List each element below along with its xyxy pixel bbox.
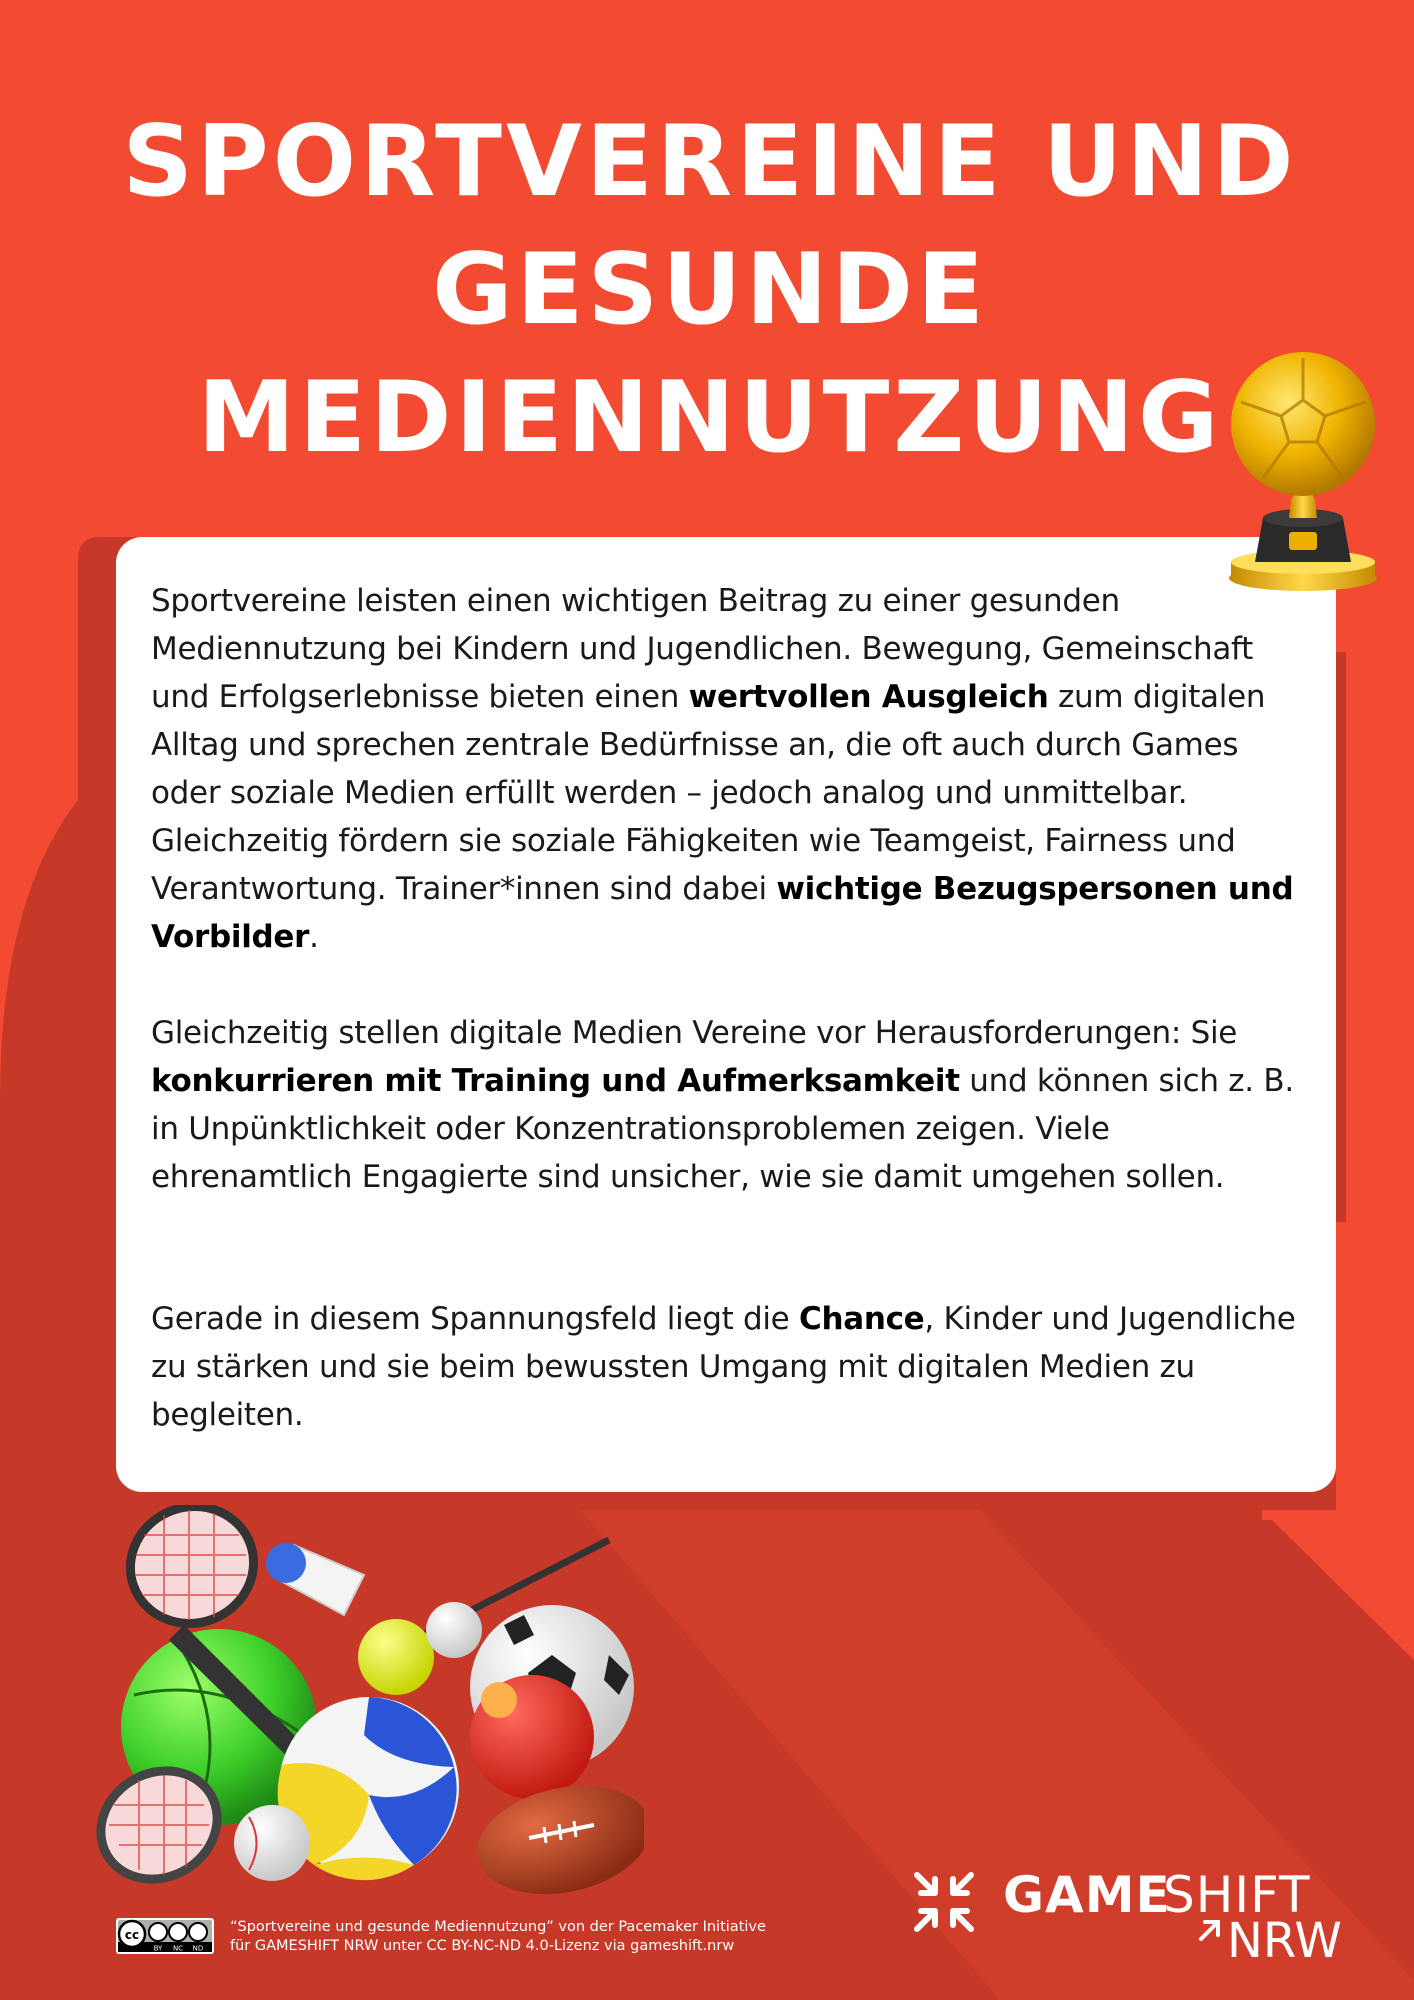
cc-badge-nc: NC (172, 1944, 184, 1953)
license-notice (116, 1918, 766, 1956)
cc-badge-nd: ND (192, 1944, 204, 1953)
page-title: SPORTVEREINE UND GESUNDE MEDIENNUTZUNG (122, 105, 1298, 475)
gameshift-logo-mark (905, 1863, 983, 1941)
license-line-2: für GAMESHIFT NRW unter CC BY-NC-ND 4.0-Lizenz via gameshift.nrw (230, 1938, 735, 1954)
content-card (116, 537, 1336, 1492)
license-line-1: “Sportvereine und gesunde Mediennutzung” von der Pacemaker Initiative (230, 1919, 766, 1935)
emphasis-text: Chance (799, 1301, 925, 1337)
logo-text-nrw: NRW (1227, 1913, 1342, 1969)
body-text: und können sich z. B. in Unpünktlichkeit oder Konzentrationsproblemen zeigen. Viele ehrenamtlich Engagierte sind unsicher, wie sie damit umgehen sollen. (151, 1063, 1294, 1195)
sports-balls-illustration (64, 1505, 644, 1900)
body-text: , Kinder und Jugendliche zu stärken und sie beim bewussten Umgang mit digitalen Medien zu begleiten. (151, 1301, 1296, 1433)
logo-text-game: GAME (1003, 1866, 1171, 1924)
body-text: zum digitalen Alltag und sprechen zentrale Bedürfnisse an, die oft auch durch Games oder soziale Medien erfüllt werden – jedoch analog und unmittelbar. Gleichzeitig fördern sie soziale Fähigkeiten wie Teamgeist, Fairness und Verantwortung. Trainer*innen sind dabei (151, 679, 1266, 907)
paragraph-challenges (151, 1009, 1311, 1201)
creative-commons-icon (116, 1918, 214, 1954)
body-text: Sportvereine leisten einen wichtigen Beitrag zu einer gesunden Mediennutzung bei Kindern und Jugendlichen. Bewegung, Gemeinschaft und Erfolgserlebnisse bieten einen (151, 583, 1253, 715)
paragraph-opportunity (151, 1295, 1311, 1439)
gameshift-nrw-logo (905, 1855, 1345, 1969)
paragraph-intro (151, 577, 1311, 961)
emphasis-text: wichtige Bezugspersonen und Vorbilder (151, 871, 1294, 955)
emphasis-text: konkurrieren mit Training und Aufmerksamkeit (151, 1063, 960, 1099)
license-text (230, 1918, 766, 1956)
emphasis-text: wertvollen Ausgleich (688, 679, 1049, 715)
trophy-icon (1225, 350, 1381, 592)
svg-text:cc: cc (124, 1928, 140, 1942)
body-text: Gleichzeitig stellen digitale Medien Vereine vor Herausforderungen: Sie (151, 1015, 1238, 1051)
logo-text-shift: SHIFT (1163, 1866, 1311, 1924)
cc-badge-by: BY (153, 1944, 163, 1953)
body-text: . (309, 919, 319, 955)
arrow-icon (1197, 1917, 1223, 1943)
body-text: Gerade in diesem Spannungsfeld liegt die (151, 1301, 799, 1337)
